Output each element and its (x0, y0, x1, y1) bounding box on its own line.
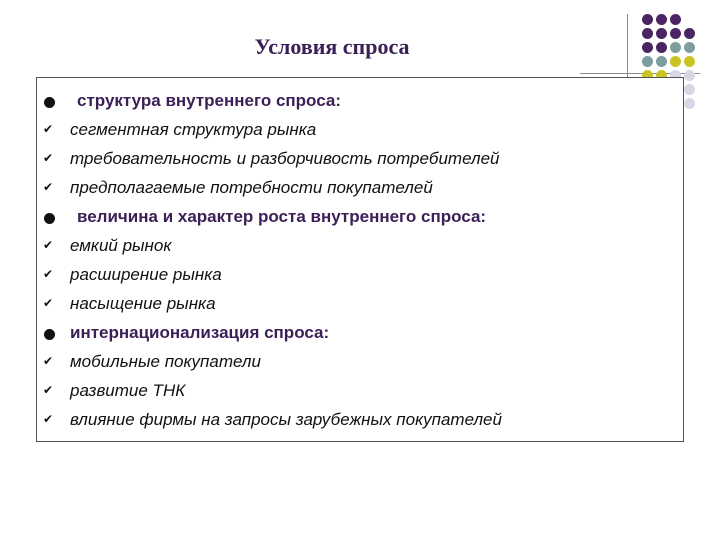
item-text: требовательность и разборчивость потребителей (70, 149, 500, 168)
decorative-dot (656, 14, 667, 25)
decorative-dot (642, 14, 653, 25)
bullet-dot-icon (44, 213, 55, 224)
decorative-dot (684, 56, 695, 67)
decorative-dot (670, 28, 681, 39)
checkmark-icon: ✔ (43, 412, 54, 426)
page-title: Условия спроса (254, 34, 410, 59)
bullet-dot-icon (44, 97, 55, 108)
decorative-dot (670, 56, 681, 67)
checkmark-icon: ✔ (43, 296, 54, 310)
checkmark-icon: ✔ (43, 238, 54, 252)
decorative-dot (670, 14, 681, 25)
decorative-dot (684, 28, 695, 39)
decorative-dot (656, 28, 667, 39)
decorative-dot (670, 42, 681, 53)
decorative-dot (642, 56, 653, 67)
item-text: развитие ТНК (70, 381, 186, 400)
content-box (36, 77, 684, 442)
decorative-dot (642, 42, 653, 53)
item-text: влияние фирмы на запросы зарубежных покупателей (70, 410, 502, 429)
decorative-dot (684, 42, 695, 53)
decorative-dot (684, 84, 695, 95)
item-text: насыщение рынка (70, 294, 216, 313)
checkmark-icon: ✔ (43, 180, 54, 194)
decorative-dot (642, 28, 653, 39)
checkmark-icon: ✔ (43, 151, 54, 165)
decorative-dot (656, 56, 667, 67)
decorative-dot (684, 98, 695, 109)
bullet-dot-icon (44, 329, 55, 340)
decorative-dot (656, 42, 667, 53)
heading-text: величина и характер роста внутреннего спроса: (77, 207, 487, 226)
checkmark-icon: ✔ (43, 267, 54, 281)
item-text: сегментная структура рынка (70, 120, 317, 139)
item-text: расширение рынка (70, 265, 222, 284)
decorative-dot (684, 70, 695, 81)
checkmark-icon: ✔ (43, 122, 54, 136)
item-text: мобильные покупатели (70, 352, 261, 371)
checkmark-icon: ✔ (43, 383, 54, 397)
heading-text: интернационализация спроса: (70, 323, 330, 342)
heading-text: структура внутреннего спроса: (77, 91, 341, 110)
item-text: емкий рынок (70, 236, 172, 255)
checkmark-icon: ✔ (43, 354, 54, 368)
item-text: предполагаемые потребности покупателей (70, 178, 433, 197)
